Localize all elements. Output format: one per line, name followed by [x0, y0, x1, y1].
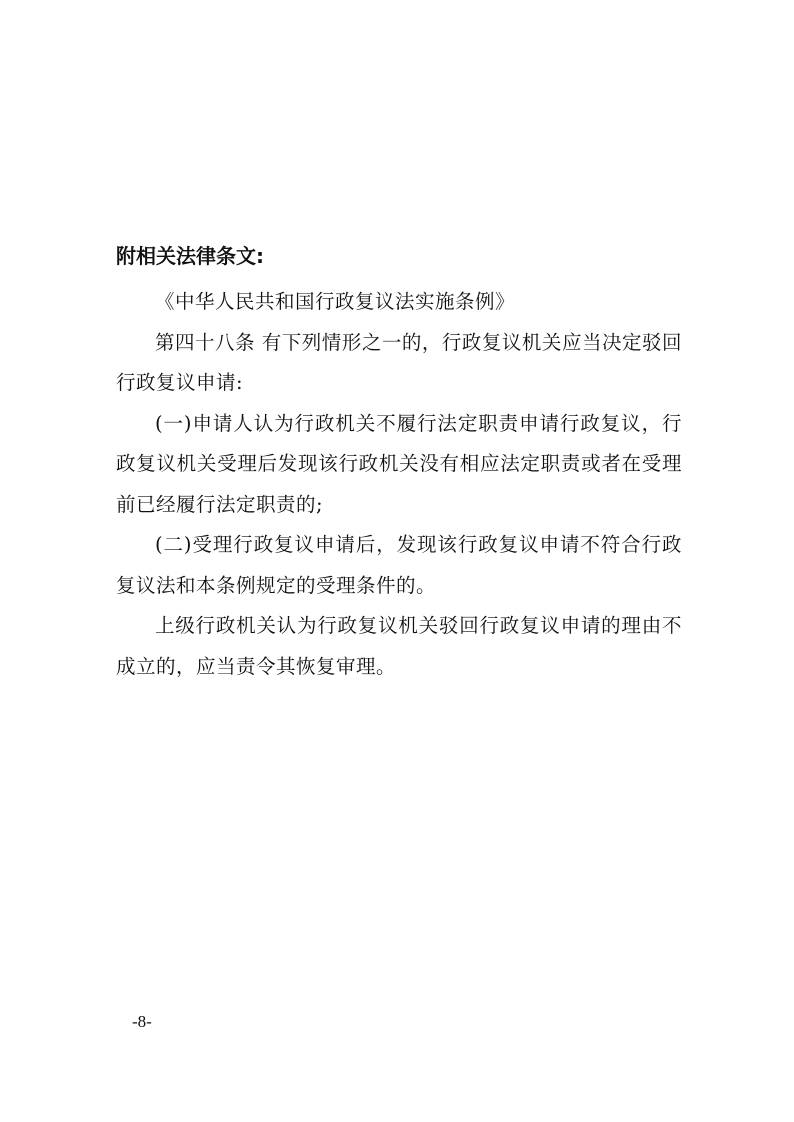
article-48-item-1: (一)申请人认为行政机关不履行法定职责申请行政复议，行政复议机关受理后发现该行政机关没有相应法定职责或者在受理前已经履行法定职责的; [116, 411, 682, 516]
page-number: -8- [132, 1012, 152, 1031]
law-title: 《中华人民共和国行政复议法实施条例》 [155, 290, 516, 313]
article-48-intro: 第四十八条 有下列情形之一的，行政复议机关应当决定驳回行政复议申请: [116, 330, 682, 394]
appendix-heading: 附相关法律条文: [116, 244, 264, 268]
document-body [116, 238, 682, 687]
article-48-supervision: 上级行政机关认为行政复议机关驳回行政复议申请的理由不成立的，应当责令其恢复审理。 [116, 614, 682, 678]
article-48-item-2: (二)受理行政复议申请后，发现该行政复议申请不符合行政复议法和本条例规定的受理条件的。 [116, 533, 682, 597]
